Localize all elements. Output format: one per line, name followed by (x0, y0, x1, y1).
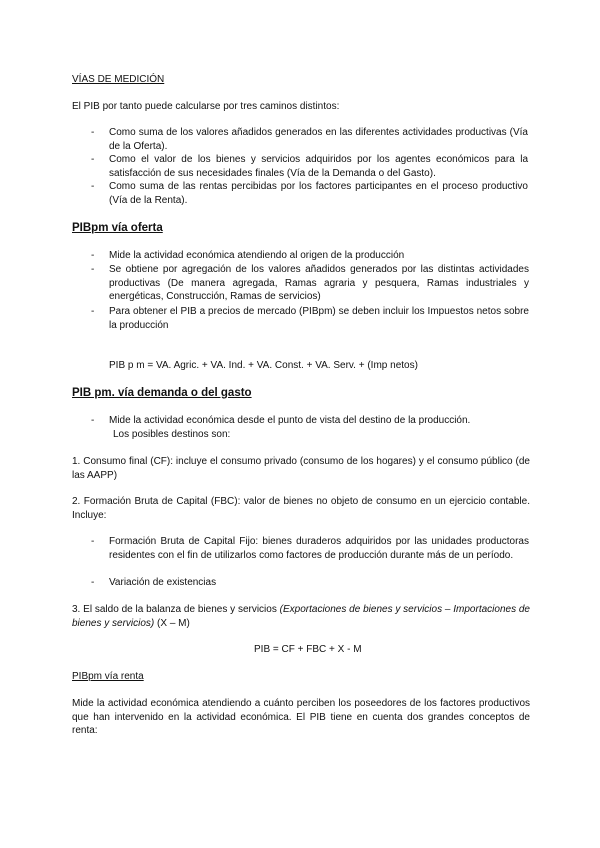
section-title-oferta: PIBpm vía oferta (72, 222, 163, 234)
paragraph-saldo (72, 603, 530, 630)
list-item: Como suma de los valores añadidos generados en las diferentes actividades productivas (Vía de la Oferta). (109, 127, 528, 152)
saldo-suffix: (X – M) (154, 617, 190, 629)
list-item: Como suma de las rentas percibidas por los factores participantes en el proceso productivo (Vía de la Renta). (109, 181, 528, 206)
formula-oferta: PIB p m = VA. Agric. + VA. Ind. + VA. Const. + VA. Serv. + (Imp netos) (109, 360, 418, 371)
list-item: Se obtiene por agregación de los valores añadidos generados por las distintas actividades productivas (De manera agregada, Ramas agraria y pesquera, Ramas industriales y energéticas, Construcción, Ramas de servicios) (109, 264, 529, 302)
formula-demanda: PIB = CF + FBC + X - M (254, 644, 362, 655)
bullet-dash: - (91, 306, 95, 317)
saldo-prefix: 3. El saldo de la balanza de bienes y servicios (72, 604, 280, 615)
list-item: Variación de existencias (109, 577, 217, 588)
paragraph-fbc: 2. Formación Bruta de Capital (FBC): valor de bienes no objeto de consumo en un ejercicio contable. Incluye: (72, 496, 530, 521)
bullet-dash: - (91, 415, 95, 426)
saldo-italic: (Exportaciones de bienes y servicios – Importaciones de bienes y servicios) (72, 604, 530, 629)
list-item: Para obtener el PIB a precios de mercado (PIBpm) se deben incluir los Impuestos netos sobre la producción (109, 306, 529, 331)
section-title-demanda: PIB pm. vía demanda o del gasto (72, 387, 252, 399)
bullet-dash: - (91, 154, 95, 165)
bullet-dash: - (91, 181, 95, 192)
bullet-dash: - (91, 264, 95, 275)
bullet-dash: - (91, 536, 95, 547)
list-item: Mide la actividad económica desde el punto de vista del destino de la producción. (109, 415, 471, 426)
intro-text: El PIB por tanto puede calcularse por tres caminos distintos: (72, 101, 340, 112)
list-item-continuation: Los posibles destinos son: (113, 429, 231, 440)
paragraph-consumo-final: 1. Consumo final (CF): incluye el consumo privado (consumo de los hogares) y el consumo público (de las AAPP) (72, 456, 530, 481)
bullet-dash: - (91, 577, 95, 588)
list-item: Como el valor de los bienes y servicios adquiridos por los agentes económicos para la satisfacción de sus necesidades finales (Vía de la Demanda o del Gasto). (109, 154, 528, 179)
list-item: Formación Bruta de Capital Fijo: bienes duraderos adquiridos por las unidades productoras residentes con el fin de utilizarlos como factores de producción durante más de un período. (109, 536, 529, 561)
list-item: Mide la actividad económica atendiendo al origen de la producción (109, 250, 405, 261)
bullet-dash: - (91, 127, 95, 138)
bullet-dash: - (91, 250, 95, 261)
paragraph-renta: Mide la actividad económica atendiendo a cuánto perciben los poseedores de los factores productivos que han intervenido en la actividad económica. El PIB tiene en cuenta dos grandes conceptos de renta: (72, 698, 530, 736)
section-title-vias: VÍAS DE MEDICIÓN (72, 74, 165, 85)
section-title-renta: PIBpm vía renta (72, 671, 144, 682)
